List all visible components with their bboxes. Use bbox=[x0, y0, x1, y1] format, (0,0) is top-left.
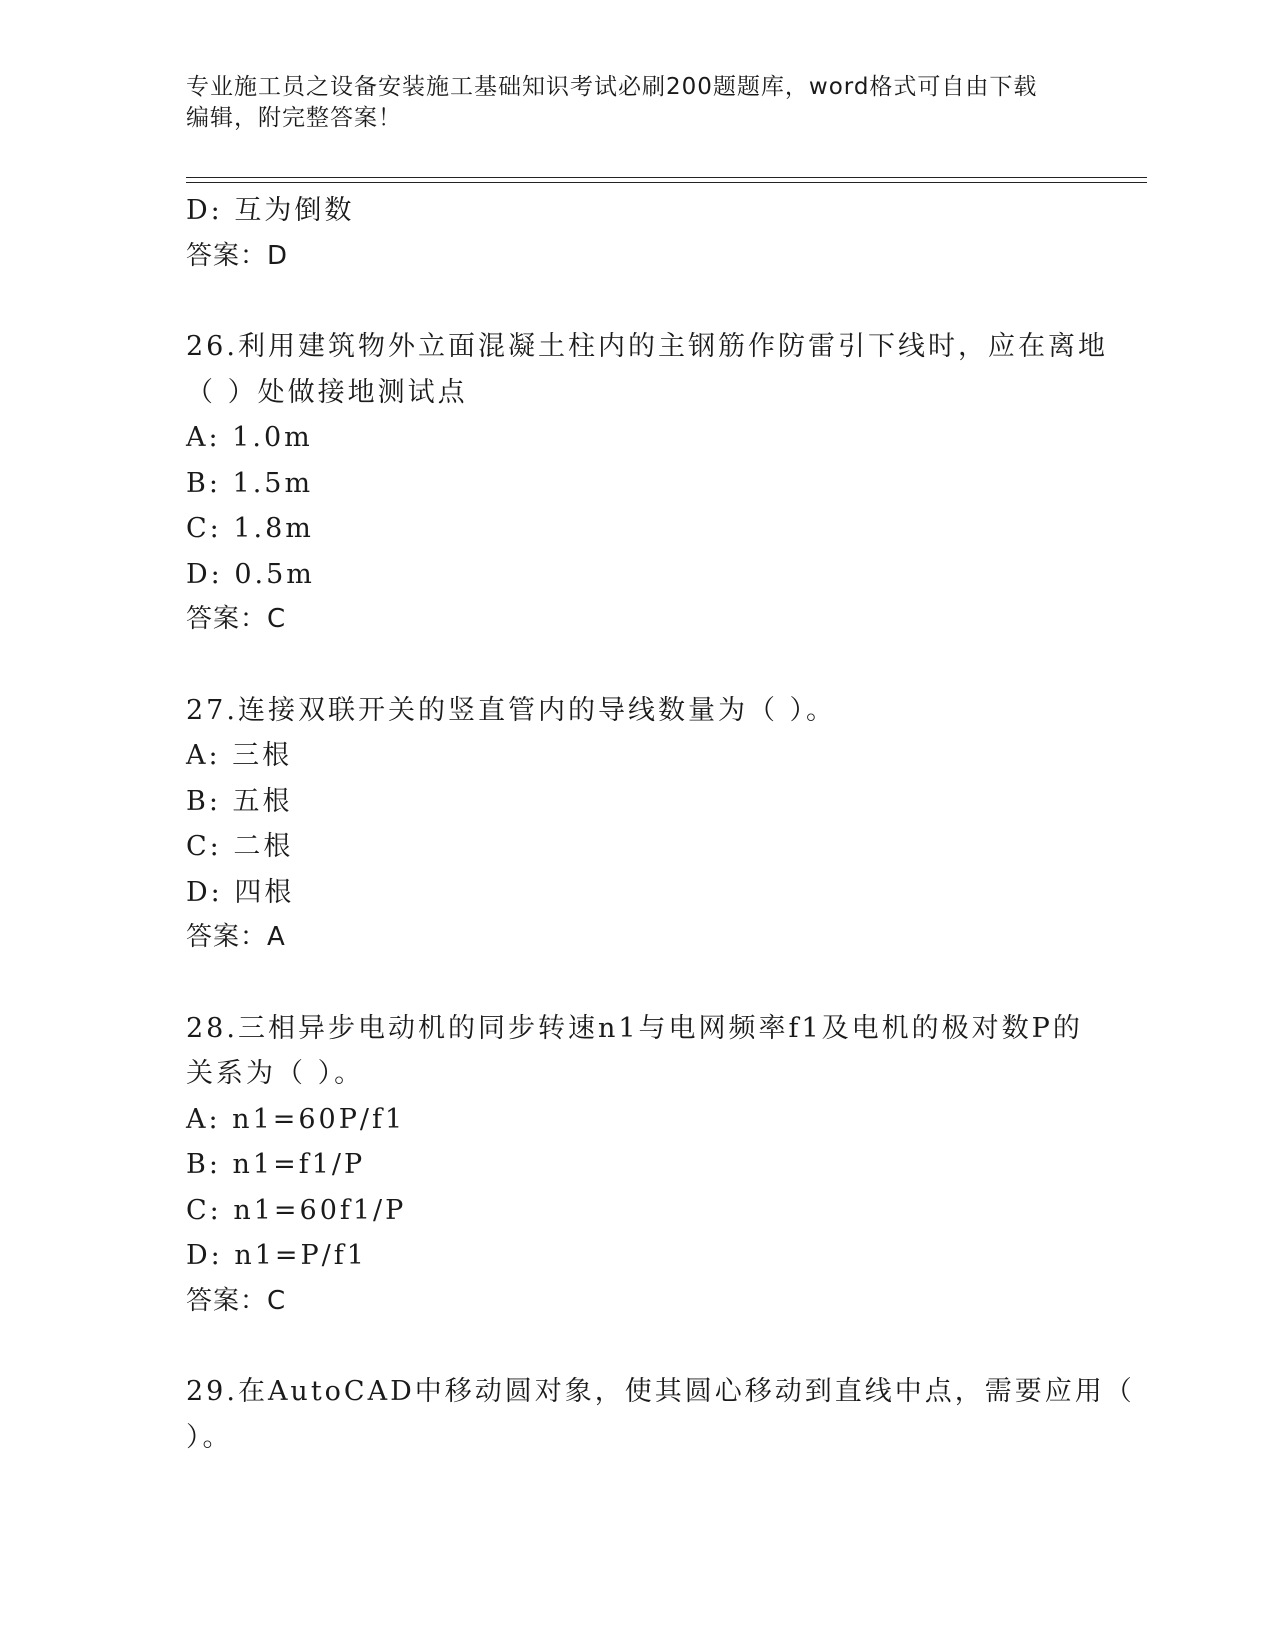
question-list bbox=[186, 188, 1135, 1460]
option-c: C: n1=60f1/P bbox=[186, 1194, 407, 1226]
option-d: D: 0.5m bbox=[186, 558, 315, 590]
question-29 bbox=[186, 1369, 1135, 1460]
question-text-line-2: （ ）处做接地测试点 bbox=[186, 376, 468, 408]
previous-question-tail bbox=[186, 188, 1086, 279]
question-text bbox=[186, 1369, 1135, 1460]
option-b: B: n1=f1/P bbox=[186, 1149, 366, 1180]
option-a: A: 1.0m bbox=[186, 422, 313, 453]
option-d: D: 互为倒数 bbox=[186, 195, 355, 226]
question-text-line-1: 29.在AutoCAD中移动圆对象，使其圆心移动到直线中点，需要应用（ bbox=[186, 1376, 1135, 1407]
option-b: B: 五根 bbox=[186, 785, 293, 817]
option-a: A: 三根 bbox=[186, 740, 293, 771]
answer-line: 答案：A bbox=[186, 922, 286, 952]
option-c: C: 1.8m bbox=[186, 513, 314, 544]
answer-line: 答案：C bbox=[186, 1285, 287, 1316]
question-text bbox=[186, 324, 1108, 415]
question-text-line-2: ）。 bbox=[186, 1421, 233, 1453]
option-b: B: 1.5m bbox=[186, 467, 314, 499]
option-a: A: n1=60P/f1 bbox=[186, 1103, 406, 1135]
answer-line: 答案：C bbox=[186, 604, 287, 634]
header-line-1: 专业施工员之设备安装施工基础知识考试必刷200题题库，word格式可自由下载 bbox=[186, 74, 1038, 100]
question-text-line-2: 关系为（ ）。 bbox=[186, 1058, 365, 1089]
option-d: D: n1=P/f1 bbox=[186, 1240, 367, 1271]
question-text-line-1: 28.三相异步电动机的同步转速n1与电网频率f1及电机的极对数P的 bbox=[186, 1012, 1083, 1044]
option-d: D: 四根 bbox=[186, 876, 295, 908]
option-c: C: 二根 bbox=[186, 831, 294, 862]
header-divider-top bbox=[186, 177, 1147, 178]
question-28 bbox=[186, 1006, 1086, 1325]
answer-line: 答案：D bbox=[186, 240, 289, 271]
question-26 bbox=[186, 324, 1108, 643]
question-text: 27.连接双联开关的竖直管内的导线数量为（ ）。 bbox=[186, 694, 837, 726]
header-divider-bottom bbox=[186, 182, 1147, 183]
question-text-line-1: 26.利用建筑物外立面混凝土柱内的主钢筋作防雷引下线时，应在离地 bbox=[186, 331, 1108, 362]
question-27 bbox=[186, 688, 1086, 961]
question-text bbox=[186, 1006, 1086, 1097]
header-line-2: 编辑，附完整答案！ bbox=[186, 105, 402, 131]
document-header bbox=[186, 72, 1066, 134]
